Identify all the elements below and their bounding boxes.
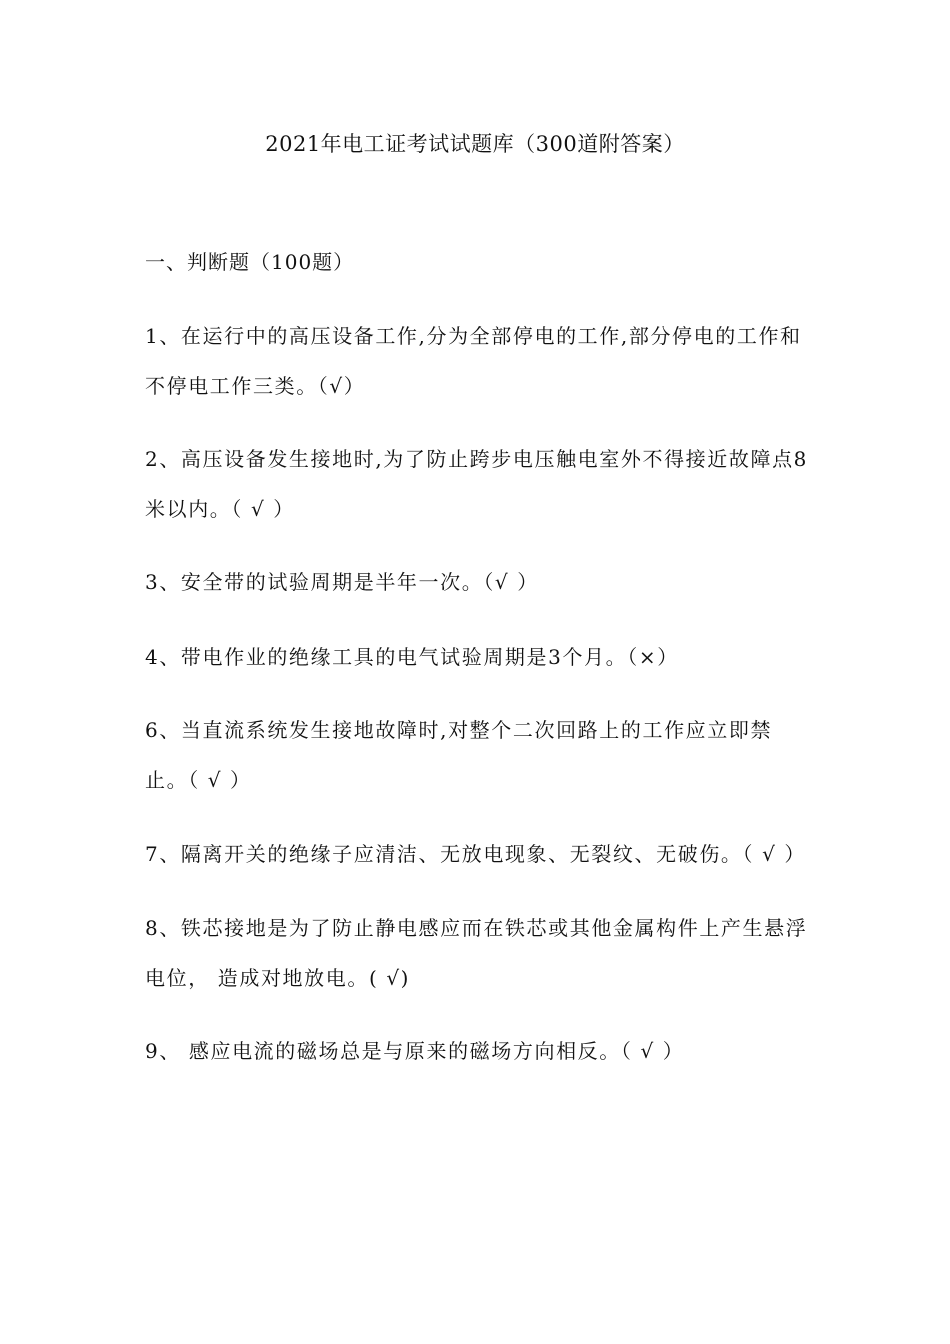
question-item: 7、隔离开关的绝缘子应清洁、无放电现象、无裂纹、无破伤。（ √ ）: [145, 842, 806, 866]
question-item: 4、带电作业的绝缘工具的电气试验周期是3个月。（×）: [145, 645, 679, 669]
document-title: 2021年电工证考试试题库（300道附答案）: [265, 132, 685, 156]
section-heading: 一、判断题（100题）: [145, 250, 355, 274]
question-item: 6、当直流系统发生接地故障时,对整个二次回路上的工作应立即禁止。（ √ ）: [145, 718, 773, 792]
question-item: 9、 感应电流的磁场总是与原来的磁场方向相反。（ √ ）: [145, 1039, 685, 1063]
question-item: 2、高压设备发生接地时,为了防止跨步电压触电室外不得接近故障点8米以内。（ √ ）: [145, 447, 809, 521]
question-item: 1、在运行中的高压设备工作,分为全部停电的工作,部分停电的工作和不停电工作三类。（√）: [145, 324, 802, 398]
question-item: 3、安全带的试验周期是半年一次。（√ ）: [145, 570, 539, 594]
question-item: 8、铁芯接地是为了防止静电感应而在铁芯或其他金属构件上产生悬浮电位， 造成对地放电。( √): [145, 916, 808, 990]
